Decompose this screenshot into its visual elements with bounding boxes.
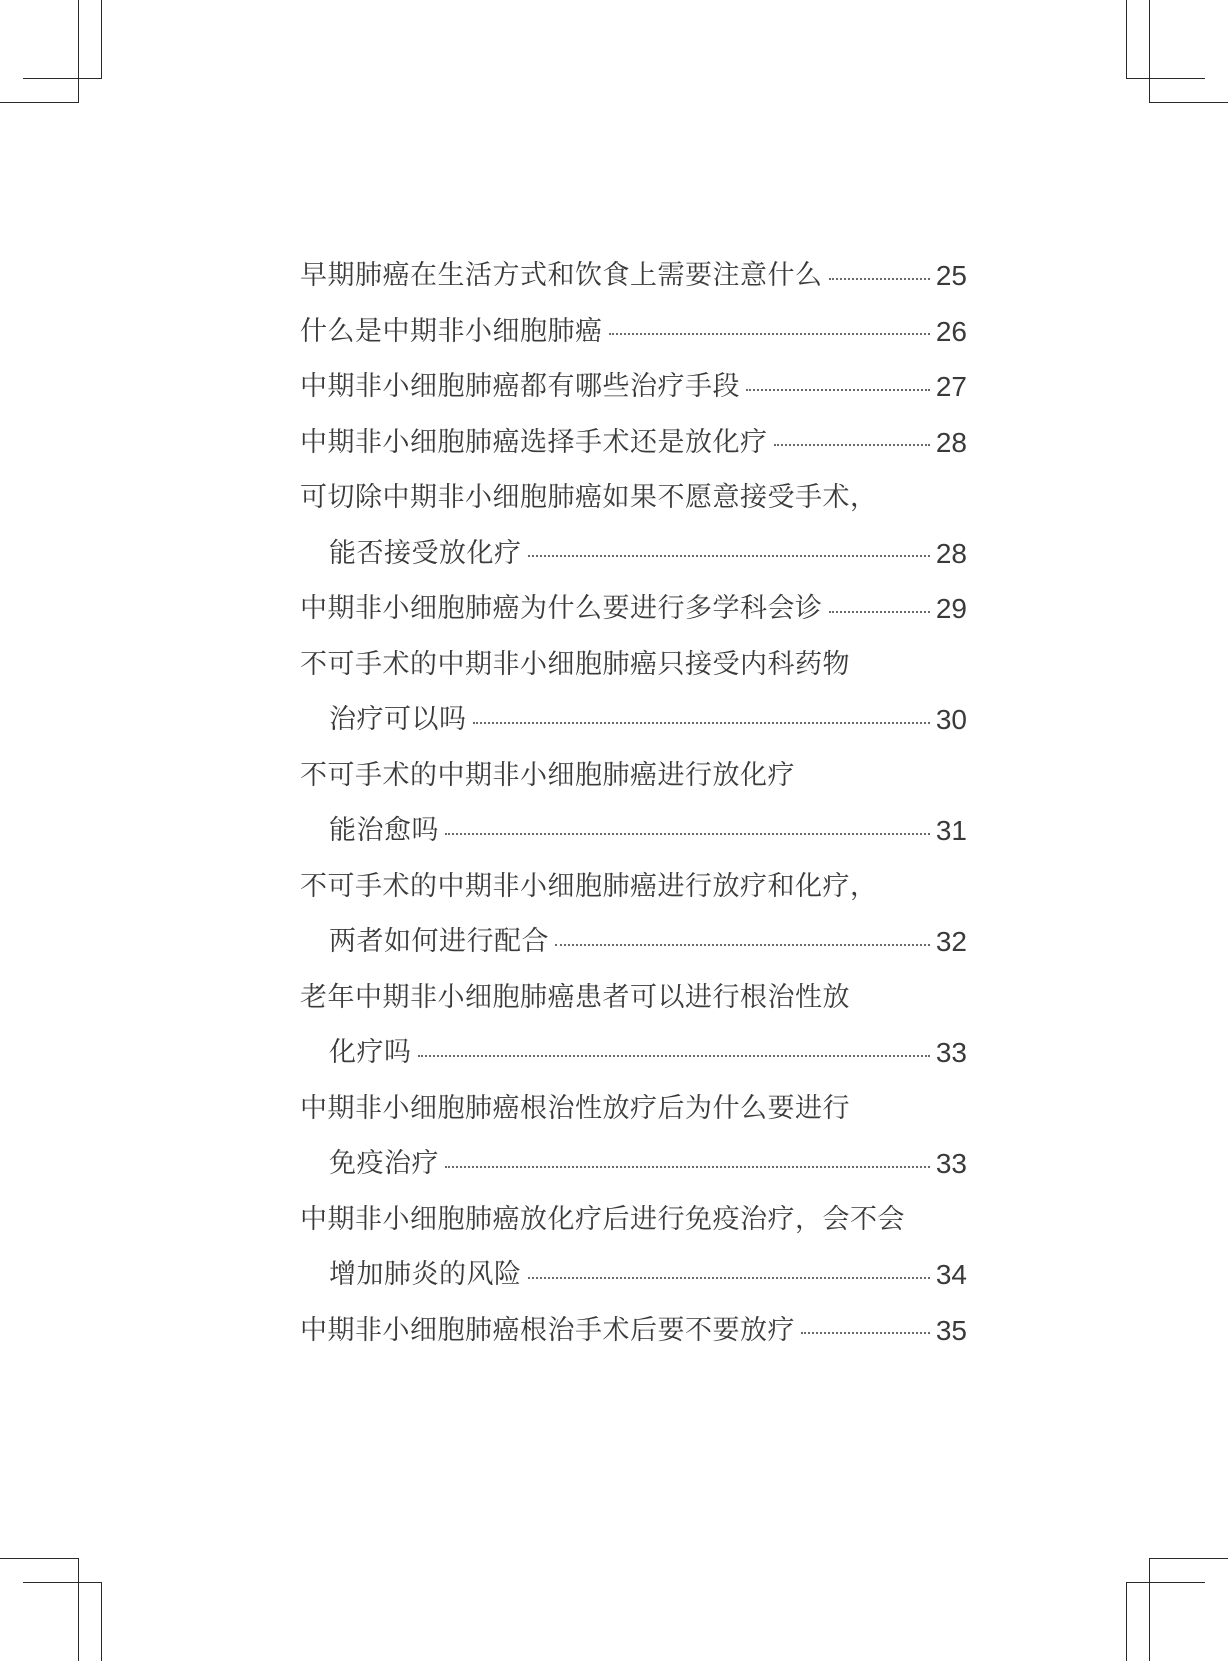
table-of-contents bbox=[300, 248, 967, 1358]
toc-page-number: 33 bbox=[935, 1148, 967, 1179]
crop-line bbox=[1126, 78, 1205, 79]
crop-line bbox=[1149, 1558, 1228, 1559]
toc-row bbox=[300, 470, 967, 526]
toc-row bbox=[300, 1025, 967, 1081]
crop-line bbox=[1126, 1582, 1127, 1661]
toc-entry-title: 什么是中期非小细胞肺癌 bbox=[300, 315, 603, 347]
toc-row bbox=[300, 1192, 967, 1248]
toc-entry-line bbox=[300, 1192, 967, 1248]
toc-dot-leader bbox=[445, 1166, 930, 1168]
toc-entry-line bbox=[300, 637, 967, 693]
toc-entry-link[interactable] bbox=[329, 1025, 967, 1081]
toc-row bbox=[300, 526, 967, 582]
toc-page-number: 28 bbox=[935, 426, 967, 458]
toc-entry-title: 老年中期非小细胞肺癌患者可以进行根治性放 bbox=[300, 981, 850, 1013]
crop-line bbox=[0, 1558, 79, 1559]
toc-entry-link[interactable] bbox=[300, 581, 967, 637]
toc-dot-leader bbox=[774, 444, 930, 446]
toc-entry-title: 不可手术的中期非小细胞肺癌进行放疗和化疗， bbox=[300, 870, 878, 902]
crop-line bbox=[0, 102, 79, 103]
toc-dot-leader bbox=[528, 555, 930, 557]
toc-dot-leader bbox=[801, 1332, 930, 1334]
toc-dot-leader bbox=[746, 389, 930, 391]
toc-page-number: 35 bbox=[935, 1314, 967, 1346]
crop-line bbox=[1149, 0, 1150, 103]
toc-row bbox=[300, 1303, 967, 1359]
toc-entry-link[interactable] bbox=[329, 803, 967, 859]
toc-entry-link[interactable] bbox=[300, 1303, 967, 1359]
toc-dot-leader bbox=[418, 1055, 930, 1057]
crop-line bbox=[1126, 0, 1127, 78]
toc-page-number: 34 bbox=[935, 1259, 967, 1290]
toc-entry-link[interactable] bbox=[300, 304, 967, 360]
toc-entry-line bbox=[300, 470, 967, 526]
toc-entry-link[interactable] bbox=[329, 1247, 967, 1303]
toc-dot-leader bbox=[528, 1277, 930, 1279]
toc-entry-title: 可切除中期非小细胞肺癌如果不愿意接受手术， bbox=[300, 482, 878, 513]
toc-entry-title: 治疗可以吗 bbox=[329, 704, 467, 735]
toc-entry-line bbox=[300, 1081, 967, 1137]
toc-row bbox=[300, 1247, 967, 1303]
crop-line bbox=[101, 0, 102, 78]
toc-entry-title: 增加肺炎的风险 bbox=[329, 1259, 522, 1290]
crop-line bbox=[1126, 1582, 1205, 1583]
toc-row bbox=[300, 970, 967, 1026]
toc-entry-link[interactable] bbox=[329, 692, 967, 748]
toc-entry-title: 不可手术的中期非小细胞肺癌进行放化疗 bbox=[300, 759, 795, 791]
toc-row bbox=[300, 914, 967, 970]
toc-entry-line bbox=[300, 748, 967, 804]
toc-row bbox=[300, 859, 967, 915]
toc-page-number: 31 bbox=[935, 815, 967, 846]
toc-page-number: 29 bbox=[935, 593, 967, 624]
toc-entry-title: 中期非小细胞肺癌根治性放疗后为什么要进行 bbox=[300, 1092, 850, 1124]
toc-entry-link[interactable] bbox=[300, 415, 967, 471]
toc-entry-title: 中期非小细胞肺癌选择手术还是放化疗 bbox=[300, 426, 768, 458]
toc-row bbox=[300, 1136, 967, 1192]
toc-entry-title: 能治愈吗 bbox=[329, 815, 439, 846]
toc-row bbox=[300, 415, 967, 471]
toc-row bbox=[300, 1081, 967, 1137]
toc-dot-leader bbox=[609, 333, 930, 335]
toc-entry-link[interactable] bbox=[329, 526, 967, 582]
crop-line bbox=[101, 1582, 102, 1661]
toc-entry-title: 化疗吗 bbox=[329, 1037, 412, 1068]
toc-dot-leader bbox=[829, 278, 930, 280]
toc-row bbox=[300, 803, 967, 859]
crop-line bbox=[78, 1558, 79, 1661]
toc-row bbox=[300, 359, 967, 415]
toc-dot-leader bbox=[445, 833, 930, 835]
toc-entry-link[interactable] bbox=[329, 1136, 967, 1192]
toc-dot-leader bbox=[473, 722, 930, 724]
toc-entry-title: 两者如何进行配合 bbox=[329, 926, 549, 957]
toc-entry-title: 免疫治疗 bbox=[329, 1148, 439, 1179]
toc-page-number: 27 bbox=[935, 371, 967, 402]
toc-page-number: 25 bbox=[935, 260, 967, 291]
toc-page-number: 32 bbox=[935, 926, 967, 957]
toc-entry-title: 能否接受放化疗 bbox=[329, 537, 522, 569]
toc-entry-title: 中期非小细胞肺癌放化疗后进行免疫治疗，会不会 bbox=[300, 1203, 905, 1235]
toc-row bbox=[300, 304, 967, 360]
toc-entry-line bbox=[300, 859, 967, 915]
toc-entry-link[interactable] bbox=[329, 914, 967, 970]
toc-row bbox=[300, 637, 967, 693]
toc-page-number: 30 bbox=[935, 704, 967, 735]
toc-dot-leader bbox=[555, 944, 930, 946]
toc-entry-title: 早期肺癌在生活方式和饮食上需要注意什么 bbox=[300, 260, 823, 291]
toc-entry-title: 中期非小细胞肺癌都有哪些治疗手段 bbox=[300, 371, 740, 402]
toc-row bbox=[300, 692, 967, 748]
toc-dot-leader bbox=[829, 611, 930, 613]
toc-entry-link[interactable] bbox=[300, 359, 967, 415]
toc-page-number: 26 bbox=[935, 315, 967, 347]
crop-line bbox=[23, 1582, 102, 1583]
toc-entry-title: 中期非小细胞肺癌根治手术后要不要放疗 bbox=[300, 1314, 795, 1346]
toc-entry-link[interactable] bbox=[300, 248, 967, 304]
crop-line bbox=[1149, 1558, 1150, 1661]
toc-page-number: 33 bbox=[935, 1037, 967, 1068]
toc-page-number: 28 bbox=[935, 537, 967, 569]
crop-line bbox=[23, 78, 102, 79]
crop-line bbox=[78, 0, 79, 103]
toc-row bbox=[300, 581, 967, 637]
toc-row bbox=[300, 748, 967, 804]
toc-entry-title: 中期非小细胞肺癌为什么要进行多学科会诊 bbox=[300, 593, 823, 624]
toc-row bbox=[300, 248, 967, 304]
toc-entry-line bbox=[300, 970, 967, 1026]
crop-line bbox=[1149, 102, 1228, 103]
toc-entry-title: 不可手术的中期非小细胞肺癌只接受内科药物 bbox=[300, 648, 850, 680]
